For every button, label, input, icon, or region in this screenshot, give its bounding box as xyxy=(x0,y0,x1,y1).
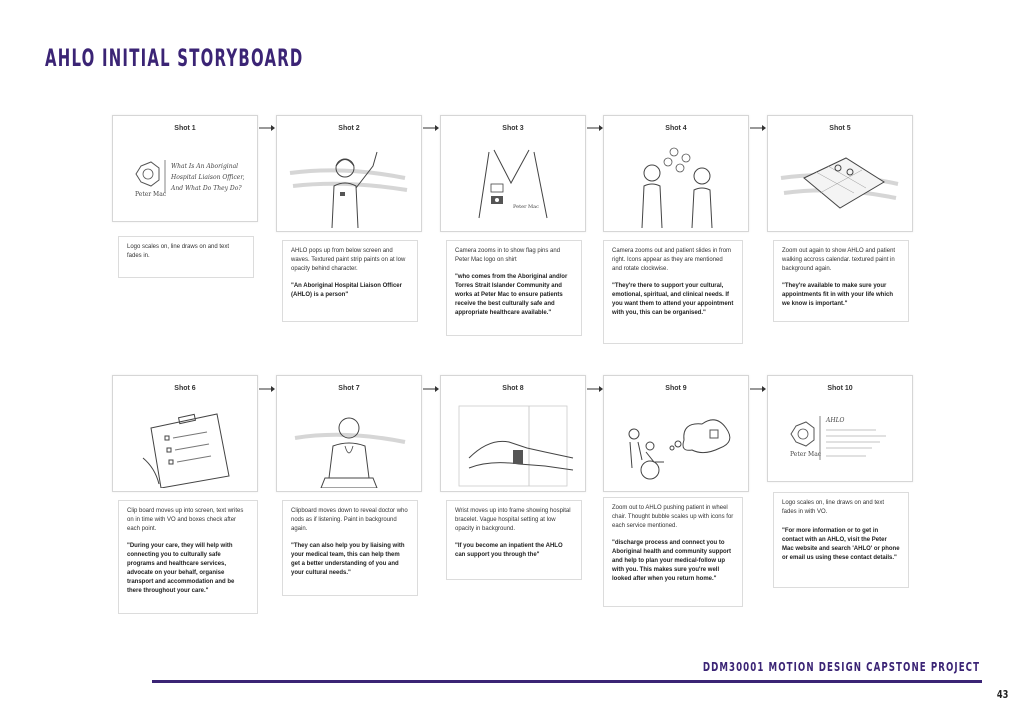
shot-card-4 xyxy=(603,115,749,232)
shot-card-10 xyxy=(767,375,913,482)
sketch-logo-and-title xyxy=(121,138,249,218)
shot-5-description-box xyxy=(773,240,909,322)
sketch-calendar-walk xyxy=(776,138,904,228)
shot-4-description-box xyxy=(603,240,743,344)
shot-7-description-box xyxy=(282,500,418,596)
shot-8-quote: "If you become an inpatient the AHLO can support you through the" xyxy=(455,543,563,558)
shot-2-description: AHLO pops up from below screen and waves. Textured paint strip paints on at low opacity behind character. xyxy=(291,248,406,272)
sketch-line-1: AHLO xyxy=(826,417,845,424)
shot-9-description-box xyxy=(603,497,743,607)
sketch-clipboard xyxy=(121,398,249,488)
arrow-right-icon xyxy=(423,123,439,133)
shot-title: Shot 6 xyxy=(174,385,196,392)
shot-card-8 xyxy=(440,375,586,492)
arrow-right-icon xyxy=(750,123,766,133)
shot-5-description: Zoom out again to show AHLO and patient walking accross calendar. textured paint in background again. xyxy=(782,248,896,272)
shot-card-2 xyxy=(276,115,422,232)
shot-10-quote: "For more information or to get in contact with an AHLO, visit the Peter Mac website and search 'AHLO' or phone or email us using these contact details." xyxy=(782,528,900,561)
sketch-shirt-pins xyxy=(449,138,577,228)
sketch-line-2: Hospital Liaison Officer, xyxy=(171,174,245,181)
shot-8-description-box xyxy=(446,500,582,580)
sketch-line-3: And What Do They Do? xyxy=(171,185,242,192)
shot-card-6 xyxy=(112,375,258,492)
shot-title: Shot 1 xyxy=(174,125,196,132)
shot-3-description: Camera zooms in to show flag pins and Peter Mac logo on shirt xyxy=(455,248,561,263)
shot-4-quote: "They're there to support your cultural, emotional, spiritual, and clinical needs. If you want them to attend your appointment with you, this can be organised." xyxy=(612,283,734,316)
sketch-logo-text: Peter Mac xyxy=(790,451,822,458)
shot-3-quote: "who comes from the Aboriginal and/or Torres Strait Islander Community and works at Peter Mac to ensure patients receive the best culturally safe and appropriate healthcare available." xyxy=(455,274,568,316)
shot-10-description-box xyxy=(773,492,909,588)
shot-7-quote: "They can also help you by liaising with your medical team, this can help them get a better understanding of you and your cultural needs." xyxy=(291,543,405,576)
page-number: 43 xyxy=(996,688,1008,701)
shot-title: Shot 3 xyxy=(502,125,524,132)
shot-2-quote: "An Aboriginal Hospital Liaison Officer (AHLO) is a person" xyxy=(291,283,402,298)
shot-9-quote: "discharge process and connect you to Aboriginal health and community support and help to plan your medical-follow up with you. This makes sure you're well looked after when you return home." xyxy=(612,540,732,582)
shot-6-description: Clip board moves up into screen, text writes on in time with VO and boxes check after each point. xyxy=(127,508,244,532)
shot-6-description-box xyxy=(118,500,258,614)
shot-4-description: Camera zooms out and patient slides in from right. Icons appear as they are mentioned and rotate clockwise. xyxy=(612,248,732,272)
sketch-wheelchair-thought xyxy=(612,398,740,488)
arrow-right-icon xyxy=(423,384,439,394)
shot-8-description: Wrist moves up into frame showing hospital bracelet. Vague hospital setting at low opacity in background. xyxy=(455,508,571,532)
shot-card-5 xyxy=(767,115,913,232)
page-title: AHLO INITIAL STORYBOARD xyxy=(45,44,304,72)
arrow-right-icon xyxy=(750,384,766,394)
shot-title: Shot 5 xyxy=(829,125,851,132)
sketch-line-1: What Is An Aboriginal xyxy=(171,163,239,170)
sketch-ahlo-waving xyxy=(285,138,413,228)
shot-card-7 xyxy=(276,375,422,492)
shot-title: Shot 9 xyxy=(665,385,687,392)
arrow-right-icon xyxy=(587,123,603,133)
sketch-wrist-bracelet xyxy=(449,398,577,488)
sketch-ahlo-and-patient xyxy=(612,138,740,228)
shot-9-description: Zoom out to AHLO pushing patient in wheel chair. Thought bubble scales up with icons for each service mentioned. xyxy=(612,505,734,529)
shot-title: Shot 10 xyxy=(827,385,853,392)
footer-divider xyxy=(152,680,982,683)
sketch-contact-details xyxy=(776,398,904,478)
shot-title: Shot 7 xyxy=(338,385,360,392)
shot-1-description: Logo scales on, line draws on and text fades in. xyxy=(127,244,230,259)
shot-card-1 xyxy=(112,115,258,222)
shot-1-description-box xyxy=(118,236,254,278)
shot-7-description: Clipboard moves down to reveal doctor who nods as if listening. Paint in background again. xyxy=(291,508,408,532)
shot-card-3 xyxy=(440,115,586,232)
sketch-logo-text: Peter Mac xyxy=(135,191,167,198)
arrow-right-icon xyxy=(259,123,275,133)
shot-10-description: Logo scales on, line draws on and text fades in with VO. xyxy=(782,500,885,515)
shot-title: Shot 4 xyxy=(665,125,687,132)
shot-title: Shot 8 xyxy=(502,385,524,392)
shot-card-9 xyxy=(603,375,749,492)
arrow-right-icon xyxy=(259,384,275,394)
arrow-right-icon xyxy=(587,384,603,394)
shot-3-description-box xyxy=(446,240,582,336)
sketch-logo-text: Peter Mac xyxy=(513,204,539,210)
sketch-doctor xyxy=(285,398,413,488)
shot-2-description-box xyxy=(282,240,418,322)
project-title: DDM30001 MOTION DESIGN CAPSTONE PROJECT xyxy=(702,660,980,674)
shot-title: Shot 2 xyxy=(338,125,360,132)
shot-6-quote: "During your care, they will help with connecting you to culturally safe programs and healthcare services, advocate on your behalf, organise transport and accommodation and be there throughout your care." xyxy=(127,543,235,594)
shot-5-quote: "They're available to make sure your appointments fit in with your life which we know is important." xyxy=(782,283,893,307)
